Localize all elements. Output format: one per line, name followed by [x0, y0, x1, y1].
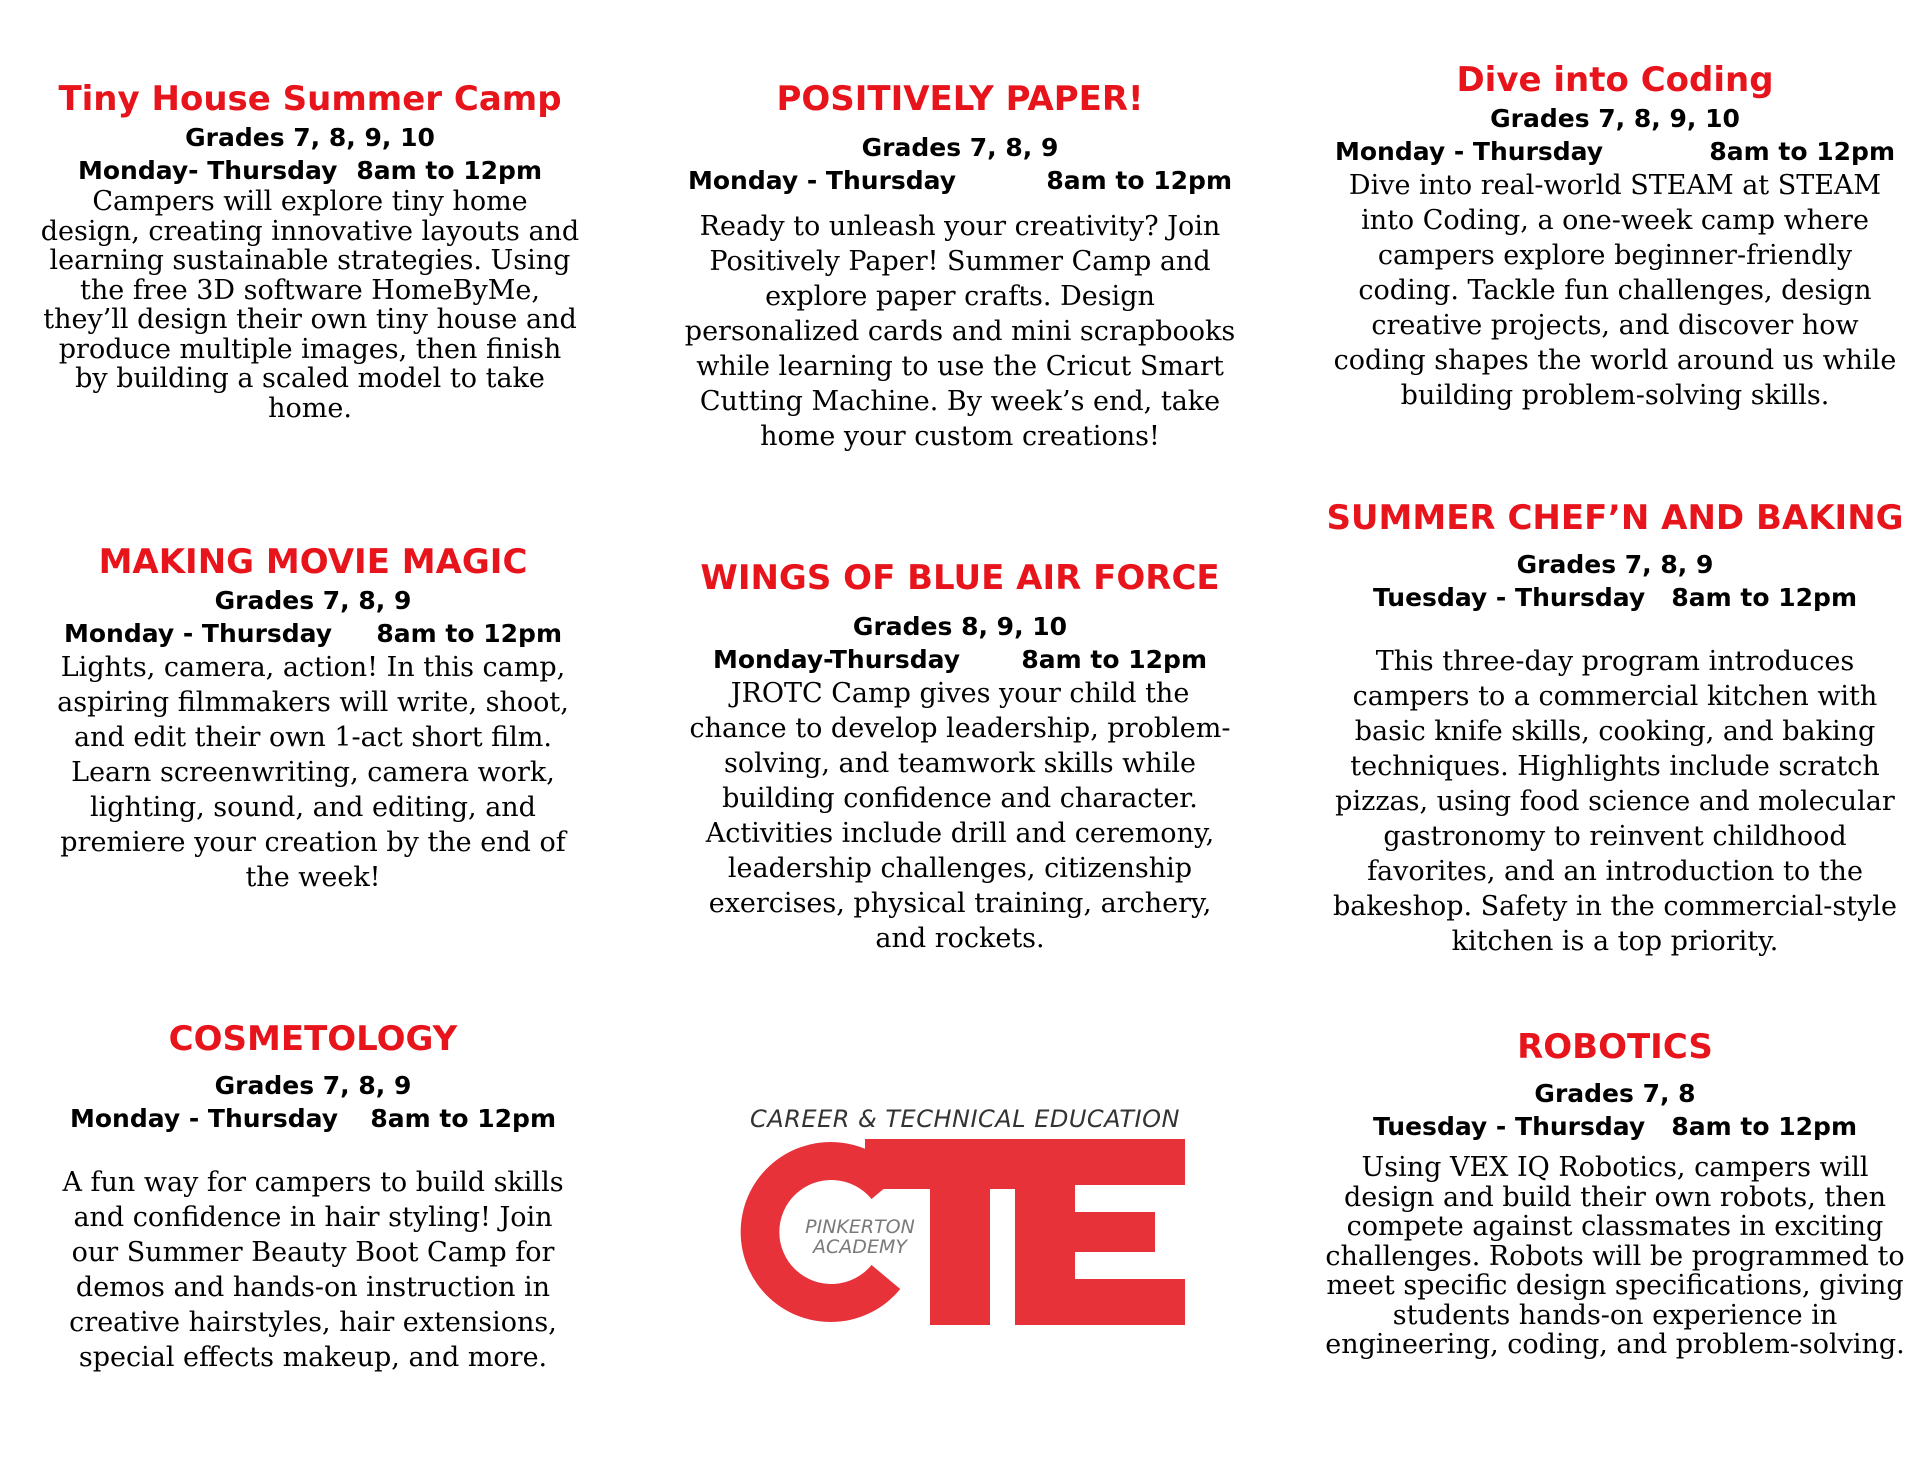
camp-card-dive-into-coding [1325, 58, 1905, 413]
camp-days: Monday - Thursday [70, 1104, 339, 1133]
camp-card-making-movie-magic [48, 540, 578, 895]
camp-time: 8am to 12pm [356, 156, 542, 185]
camp-days: Tuesday - Thursday [1373, 583, 1646, 612]
camp-time: 8am to 12pm [376, 619, 562, 648]
camp-title: SUMMER CHEF’N AND BAKING [1326, 498, 1904, 538]
camp-time: 8am to 12pm [370, 1104, 556, 1133]
camp-grades: Grades 7, 8, 9 [861, 133, 1059, 162]
camp-grades: Grades 7, 8, 9 [214, 1071, 412, 1100]
camp-title: MAKING MOVIE MAGIC [98, 542, 528, 582]
camp-schedule [40, 154, 580, 187]
camp-grades: Grades 7, 8, 9, 10 [185, 123, 435, 152]
camp-description: Campers will explore tiny home design, creating innovative layouts and learning sustainable strategies. Using the free 3D software HomeByMe, they’ll design their own tiny house and produce multiple images, then finish by building a scaled model to take home. [40, 186, 580, 424]
camp-schedule [680, 164, 1240, 197]
camp-card-tiny-house [40, 77, 580, 423]
camp-description: This three-day program introduces campers to a commercial kitchen with basic knife skills, cooking, and baking techniques. Highlights include scratch pizzas, using food science and molecular gastronomy to reinvent childhood favorites, and an introduction to the bakeshop. Safety in the commercial-style kitchen is a top priority. [1333, 646, 1897, 957]
camp-time: 8am to 12pm [1709, 137, 1895, 166]
camp-grades: Grades 7, 8, 9 [214, 586, 412, 615]
camp-days: Monday - Thursday [688, 166, 957, 195]
logo-letter-e-bottom [1015, 1279, 1185, 1325]
camp-schedule [48, 1102, 578, 1135]
logo-school-line1: PINKERTON [805, 1216, 915, 1238]
camp-card-summer-chefn-baking [1325, 496, 1905, 959]
camp-title: POSITIVELY PAPER! [776, 79, 1144, 119]
camp-title: ROBOTICS [1517, 1027, 1713, 1067]
logo-letter-e-top [1015, 1139, 1185, 1185]
camp-schedule [48, 617, 578, 650]
camp-title: COSMETOLOGY [168, 1019, 458, 1059]
camp-schedule [680, 643, 1240, 676]
camp-grades: Grades 8, 9, 10 [852, 612, 1068, 641]
camp-days: Monday-Thursday [713, 645, 960, 674]
camp-days: Monday - Thursday [64, 619, 333, 648]
camp-card-wings-of-blue [680, 556, 1240, 956]
camp-description: Dive into real-world STEAM at STEAM into Coding, a one-week camp where campers explore beginner-friendly coding. Tackle fun challenges, design creative projects, and discover how coding shapes the world around us while building problem-solving skills. [1333, 170, 1897, 411]
camp-description: Using VEX IQ Robotics, campers will design and build their own robots, then compete against classmates in exciting challenges. Robots will be programmed to meet specific design specifications, giving students hands-on experience in engineering, coding, and problem-solving. [1325, 1152, 1905, 1360]
camp-grades: Grades 7, 8, 9 [1516, 550, 1714, 579]
cte-logo [725, 1105, 1205, 1330]
cte-logo-mark [725, 1137, 1205, 1327]
logo-school-line2: ACADEMY [813, 1236, 907, 1258]
camp-card-cosmetology [48, 1017, 578, 1375]
camp-description: JROTC Camp gives your child the chance to develop leadership, problem-solving, and teamwork skills while building confidence and character. Activities include drill and ceremony, leadership challenges, citizenship exercises, physical training, archery, and rockets. [689, 678, 1231, 954]
camp-days: Monday- Thursday [78, 156, 338, 185]
camp-days: Tuesday - Thursday [1373, 1112, 1646, 1141]
camp-description: Lights, camera, action! In this camp, aspiring filmmakers will write, shoot, and edit their own 1-act short film. Learn screenwriting, camera work, lighting, sound, and editing, and premiere your creation by the end of the week! [57, 652, 569, 893]
camp-grades: Grades 7, 8 [1534, 1079, 1696, 1108]
camp-title: Tiny House Summer Camp [58, 79, 562, 119]
camp-time: 8am to 12pm [1671, 583, 1857, 612]
logo-letter-t-stem [930, 1139, 990, 1325]
camp-card-robotics [1325, 1025, 1905, 1360]
camp-description: Ready to unleash your creativity? Join Positively Paper! Summer Camp and explore paper crafts. Design personalized cards and mini scrapbooks while learning to use the Cricut Smart Cutting Machine. By week’s end, take home your custom creations! [684, 211, 1236, 452]
camp-days: Monday - Thursday [1335, 137, 1604, 166]
camp-time: 8am to 12pm [1671, 1112, 1857, 1141]
camp-schedule [1325, 135, 1905, 168]
camp-schedule [1325, 1110, 1905, 1143]
camp-card-positively-paper [680, 77, 1240, 454]
camp-time: 8am to 12pm [1021, 645, 1207, 674]
logo-tagline: CAREER & TECHNICAL EDUCATION [750, 1105, 1180, 1133]
camp-grades: Grades 7, 8, 9, 10 [1490, 104, 1740, 133]
camp-time: 8am to 12pm [1046, 166, 1232, 195]
camp-title: WINGS OF BLUE AIR FORCE [700, 558, 1220, 598]
camp-title: Dive into Coding [1456, 60, 1774, 100]
camp-schedule [1325, 581, 1905, 614]
logo-letter-e-mid [1015, 1212, 1155, 1252]
camp-description: A fun way for campers to build skills and confidence in hair styling! Join our Summer Beauty Boot Camp for demos and hands-on instruction in creative hairstyles, hair extensions, special effects makeup, and more. [62, 1167, 564, 1373]
